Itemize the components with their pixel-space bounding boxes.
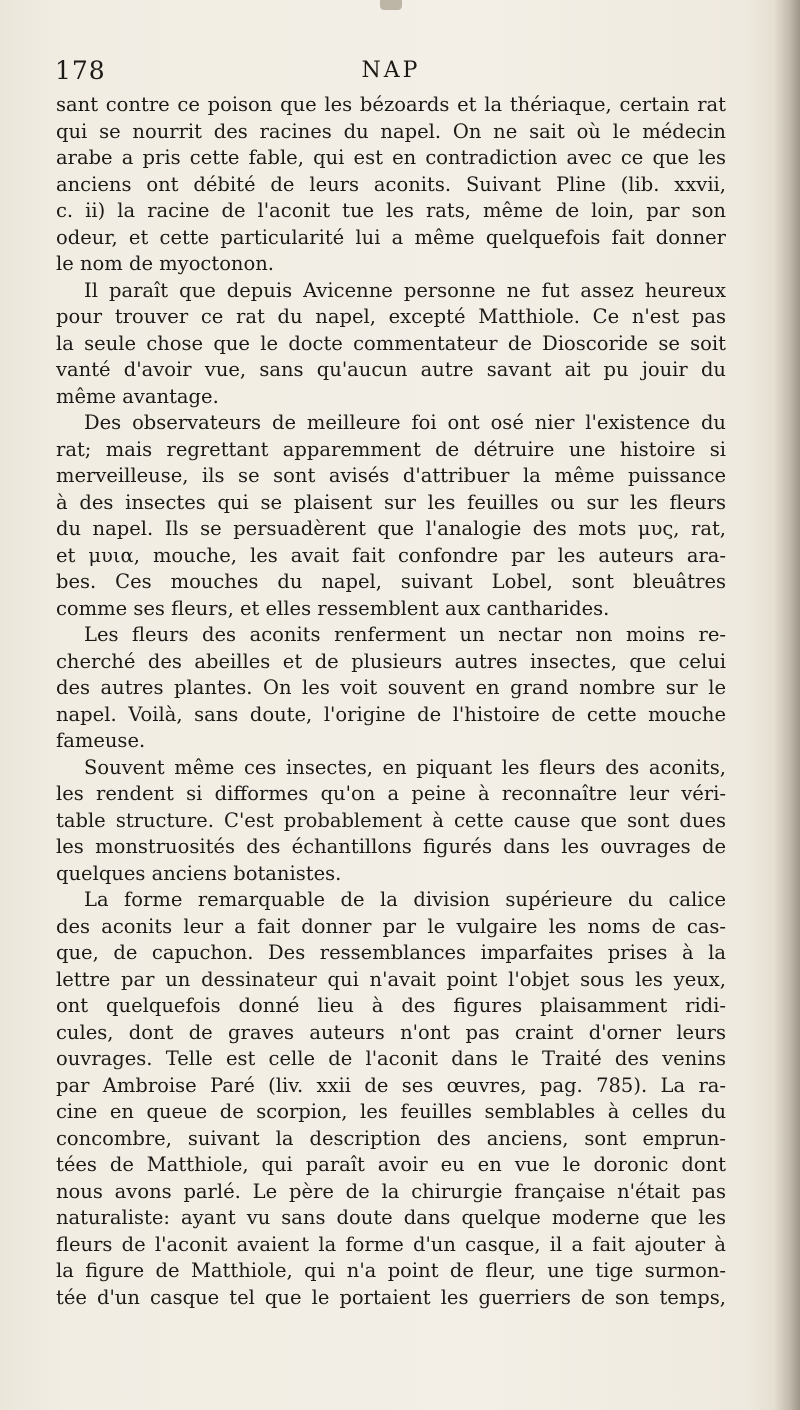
text-line: les rendent si difformes qu'on a peine à reconnaître leur véri- [56,782,726,805]
text-line: les monstruosités des échantillons figurés dans les ouvrages de [56,835,726,858]
text-line: odeur, et cette particularité lui a même quelquefois fait donner [56,225,726,249]
text-line: cules, dont de graves auteurs n'ont pas craint d'orner leurs [56,1020,726,1044]
text-line: Il paraît que depuis Avicenne personne ne fut assez heureux [84,278,726,302]
body-text [56,92,726,1311]
text-line: Souvent même ces insectes, en piquant les fleurs des aconits, [84,755,726,779]
text-line: cherché des abeilles et de plusieurs autres insectes, que celui [56,649,726,673]
text-line: la seule chose que le docte commentateur de Dioscoride se soit [56,331,726,355]
text-line: pour trouver ce rat du napel, excepté Matthiole. Ce n'est pas [56,305,726,328]
text-line: nous avons parlé. Le père de la chirurgie française n'était pas [56,1179,726,1203]
binding-mark [380,0,402,10]
text-line: comme ses fleurs, et elles ressemblent aux cantharides. [56,596,610,620]
text-line: rat; mais regrettant apparemment de détruire une histoire si [56,437,726,461]
text-line: concombre, suivant la description des anciens, sont emprun- [56,1126,726,1150]
text-line: cine en queue de scorpion, les feuilles semblables à celles du [56,1100,726,1123]
text-line: des aconits leur a fait donner par le vulgaire les noms de cas- [56,914,726,938]
text-line: naturaliste: ayant vu sans doute dans quelque moderne que les [56,1206,726,1229]
text-line: merveilleuse, ils se sont avisés d'attribuer la même puissance [56,464,726,487]
text-line: par Ambroise Paré (liv. xxii de ses œuvres, pag. 785). La ra- [56,1073,726,1097]
text-line: Des observateurs de meilleure foi ont osé nier l'existence du [84,411,726,434]
text-line: table structure. C'est probablement à cette cause que sont dues [56,808,726,832]
text-line: napel. Voilà, sans doute, l'origine de l'histoire de cette mouche [56,702,726,726]
text-line: c. ii) la racine de l'aconit tue les rats, même de loin, par son [56,199,726,222]
text-line: fleurs de l'aconit avaient la forme d'un casque, il a fait ajouter à [56,1232,726,1256]
gutter-shadow [774,0,800,1410]
text-line: ouvrages. Telle est celle de l'aconit dans le Traité des venins [56,1047,726,1070]
text-line: à des insectes qui se plaisent sur les feuilles ou sur les fleurs [56,490,726,514]
text-line: arabe a pris cette fable, qui est en contradiction avec ce que les [56,146,726,169]
text-line: fameuse. [56,729,146,752]
text-line: des autres plantes. On les voit souvent en grand nombre sur le [56,676,726,699]
running-head: NAP [361,58,421,83]
text-line: qui se nourrit des racines du napel. On ne sait où le médecin [56,119,726,143]
page-number: 178 [55,56,106,85]
text-line: anciens ont débité de leurs aconits. Suivant Pline (lib. xxvii, [56,172,726,196]
text-line: La forme remarquable de la division supérieure du calice [84,888,726,911]
text-line: Les fleurs des aconits renferment un nectar non moins re- [84,623,726,646]
text-line: quelques anciens botanistes. [56,861,342,885]
text-line: bes. Ces mouches du napel, suivant Lobel, sont bleuâtres [56,570,726,593]
text-line: que, de capuchon. Des ressemblances imparfaites prises à la [56,941,726,964]
text-line: du napel. Ils se persuadèrent que l'analogie des mots μυς, rat, [56,517,726,540]
text-line: sant contre ce poison que les bézoards et la thériaque, certain rat [56,93,726,116]
text-line: lettre par un dessinateur qui n'avait point l'objet sous les yeux, [56,967,726,991]
text-line: vanté d'avoir vue, sans qu'aucun autre savant ait pu jouir du [56,358,726,381]
text-line: même avantage. [56,384,219,408]
page-header [55,56,727,92]
text-line: ont quelquefois donné lieu à des figures plaisamment ridi- [56,994,726,1017]
text-line: et μυια, mouche, les avait fait confondre par les auteurs ara- [56,543,726,567]
text-line: tée d'un casque tel que le portaient les guerriers de son temps, [56,1285,726,1309]
text-line: tées de Matthiole, qui paraît avoir eu en vue le doronic dont [56,1153,726,1176]
text-line: la figure de Matthiole, qui n'a point de fleur, une tige surmon- [56,1259,726,1282]
text-line: le nom de myoctonon. [56,252,274,275]
